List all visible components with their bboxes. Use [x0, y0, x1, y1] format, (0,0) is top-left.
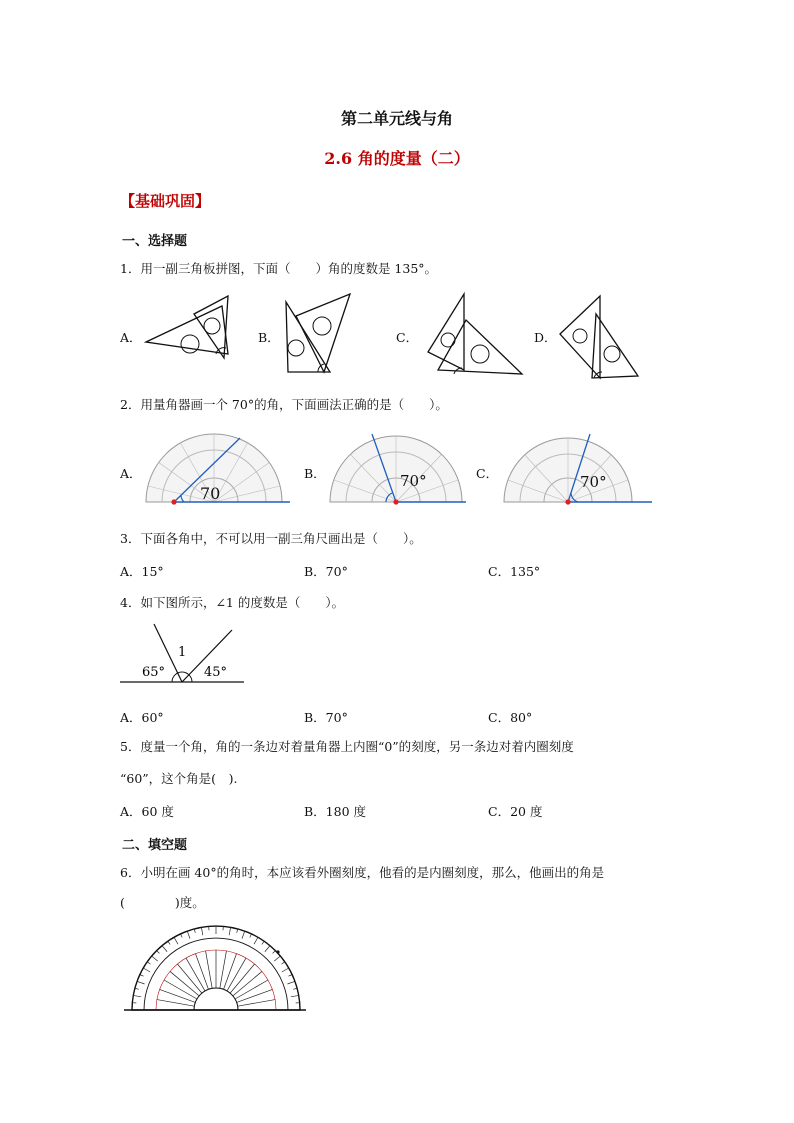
q2-option-c[interactable]: C． — [476, 466, 499, 481]
lesson-title: 2.6 角的度量（二） — [324, 149, 470, 168]
question-4-text: 4．如下图所示，∠1 的度数是（ ）。 — [120, 595, 345, 610]
q5-option-b[interactable]: B．180 度 — [304, 804, 367, 819]
q1-option-b[interactable]: B． — [258, 330, 280, 345]
q4-angle-65-label: 65° — [142, 665, 166, 680]
section-heading: 【基础巩固】 — [120, 192, 211, 210]
question-5-text-line2: “60”，这个角是( ). — [120, 771, 238, 786]
q3-option-a[interactable]: A．15° — [120, 564, 164, 579]
q3-option-c[interactable]: C．135° — [488, 564, 541, 579]
q4-option-a[interactable]: A．60° — [120, 710, 164, 725]
q2-figure-c — [500, 430, 652, 510]
part-fill-heading: 二、填空题 — [122, 838, 188, 853]
q3-option-b[interactable]: B．70° — [304, 564, 348, 579]
q5-option-a[interactable]: A．60 度 — [120, 804, 174, 819]
part-choice-heading: 一、选择题 — [122, 234, 188, 249]
question-6-text-line1: 6．小明在画 40°的角时，本应该看外圈刻度，他看的是内圈刻度，那么，他画出的角是 — [120, 865, 605, 880]
question-3-text: 3．下面各角中，不可以用一副三角尺画出是（ ）。 — [120, 531, 422, 546]
q1-option-c[interactable]: C． — [396, 330, 419, 345]
question-5-text-line1: 5．度量一个角，角的一条边对着量角器上内圈“0”的刻度，另一条边对着内圈刻度 — [120, 739, 574, 754]
q2-figure-b — [326, 430, 466, 510]
q1-figure-a — [140, 290, 240, 370]
q2-figure-a-label: 70 — [200, 484, 221, 503]
question-6-text-line2: ( )度。 — [120, 895, 205, 910]
q1-option-d[interactable]: D． — [534, 330, 557, 345]
question-1-text: 1．用一副三角板拼图，下面（ ）角的度数是 135°。 — [120, 261, 438, 276]
q4-angle-45-label: 45° — [204, 665, 228, 680]
q4-option-b[interactable]: B．70° — [304, 710, 348, 725]
q2-figure-b-label: 70° — [400, 472, 427, 490]
q2-figure-a — [140, 426, 290, 510]
q4-angle-1-label: 1 — [178, 645, 187, 660]
q1-figure-c — [424, 290, 524, 376]
q4-figure — [118, 620, 248, 686]
question-2-text: 2．用量角器画一个 70°的角，下面画法正确的是（ ）。 — [120, 397, 448, 412]
q6-protractor-figure — [120, 924, 306, 1018]
q2-option-b[interactable]: B． — [304, 466, 326, 481]
unit-title: 第二单元线与角 — [340, 109, 453, 128]
q1-figure-b — [278, 288, 368, 374]
q1-option-a[interactable]: A． — [120, 330, 142, 345]
q2-option-a[interactable]: A． — [120, 466, 142, 481]
q5-option-c[interactable]: C．20 度 — [488, 804, 543, 819]
q1-figure-d — [556, 292, 646, 380]
q2-figure-c-label: 70° — [580, 473, 607, 491]
q4-option-c[interactable]: C．80° — [488, 710, 533, 725]
